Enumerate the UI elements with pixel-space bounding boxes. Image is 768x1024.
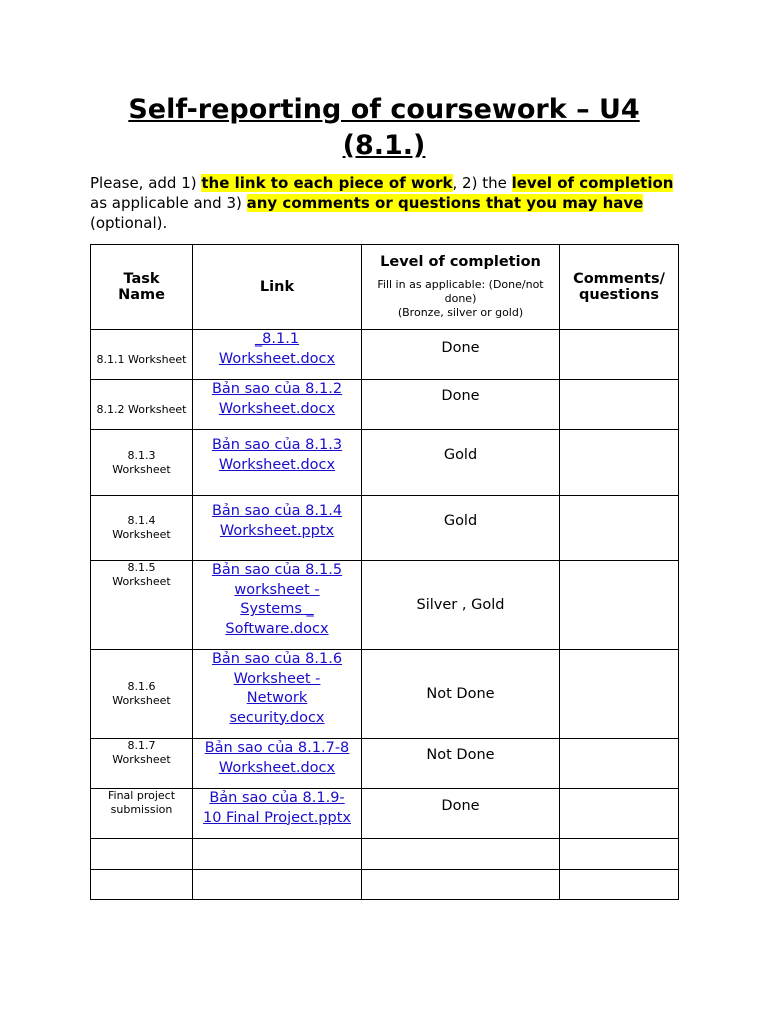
- link-cell: [193, 561, 362, 650]
- empty-cell[interactable]: [362, 870, 560, 900]
- empty-cell[interactable]: [91, 839, 193, 870]
- level-cell: Done: [362, 330, 560, 380]
- coursework-table: [90, 244, 679, 900]
- link-cell: [193, 739, 362, 789]
- empty-cell[interactable]: [560, 839, 679, 870]
- intro-highlight-comments: any comments or questions that you may have: [246, 194, 644, 212]
- link-cell: [193, 380, 362, 430]
- link-cell: [193, 330, 362, 380]
- task-name-cell: Final project submission: [91, 789, 193, 839]
- table-row: [91, 650, 679, 739]
- comment-cell[interactable]: [560, 496, 679, 561]
- intro-highlight-link: the link to each piece of work: [201, 174, 453, 192]
- title-line-2: (8.1.): [342, 130, 426, 161]
- comment-cell[interactable]: [560, 789, 679, 839]
- task-name-cell: 8.1.4 Worksheet: [91, 496, 193, 561]
- level-note-2: (Bronze, silver or gold): [397, 306, 524, 319]
- task-name-cell: 8.1.1 Worksheet: [91, 330, 193, 380]
- worksheet-link[interactable]: Bản sao của 8.1.4 Worksheet.pptx: [211, 503, 343, 539]
- level-cell: Done: [362, 380, 560, 430]
- link-cell: [193, 496, 362, 561]
- header-task-name: Task Name: [91, 245, 193, 330]
- worksheet-link[interactable]: Bản sao của 8.1.5 worksheet - Systems _ Software.docx: [211, 562, 343, 637]
- empty-cell[interactable]: [362, 839, 560, 870]
- table-row: [91, 430, 679, 496]
- level-cell: Silver , Gold: [362, 561, 560, 650]
- empty-cell[interactable]: [91, 870, 193, 900]
- table-row: [91, 789, 679, 839]
- page-title: [90, 92, 678, 164]
- level-cell: Done: [362, 789, 560, 839]
- intro-highlight-level: level of completion: [511, 174, 674, 192]
- level-cell: Gold: [362, 496, 560, 561]
- header-link: Link: [193, 245, 362, 330]
- header-comments: Comments/ questions: [560, 245, 679, 330]
- intro-text-1: Please, add 1): [90, 174, 202, 192]
- table-row: [91, 330, 679, 380]
- comment-cell[interactable]: [560, 739, 679, 789]
- task-name-cell: 8.1.2 Worksheet: [91, 380, 193, 430]
- task-name-cell: 8.1.6 Worksheet: [91, 650, 193, 739]
- task-name-cell: 8.1.5 Worksheet: [91, 561, 193, 650]
- comment-cell[interactable]: [560, 561, 679, 650]
- level-cell: Not Done: [362, 739, 560, 789]
- level-cell: Gold: [362, 430, 560, 496]
- intro-text-2: , 2) the: [452, 174, 512, 192]
- task-name-cell: 8.1.7 Worksheet: [91, 739, 193, 789]
- comment-cell[interactable]: [560, 430, 679, 496]
- worksheet-link[interactable]: Bản sao của 8.1.2 Worksheet.docx: [211, 381, 343, 417]
- worksheet-link[interactable]: Bản sao của 8.1.3 Worksheet.docx: [211, 437, 343, 473]
- table-row: [91, 496, 679, 561]
- header-level-of-completion: [362, 245, 560, 330]
- level-title: Level of completion: [380, 254, 541, 270]
- link-cell: [193, 430, 362, 496]
- worksheet-link[interactable]: Bản sao của 8.1.9- 10 Final Project.pptx: [203, 790, 351, 826]
- empty-row: [91, 870, 679, 900]
- table-row: [91, 561, 679, 650]
- empty-cell[interactable]: [193, 839, 362, 870]
- comment-cell[interactable]: [560, 650, 679, 739]
- table-row: [91, 380, 679, 430]
- title-line-1: Self-reporting of coursework – U4: [128, 94, 640, 125]
- empty-cell[interactable]: [560, 870, 679, 900]
- comment-cell[interactable]: [560, 330, 679, 380]
- level-note-1: Fill in as applicable: (Done/not done): [377, 278, 544, 305]
- link-cell: [193, 650, 362, 739]
- instructions: [90, 173, 690, 233]
- table-row: [91, 739, 679, 789]
- worksheet-link[interactable]: Bản sao của 8.1.7-8 Worksheet.docx: [204, 740, 350, 776]
- comment-cell[interactable]: [560, 380, 679, 430]
- intro-text-4: (optional).: [90, 214, 168, 232]
- level-cell: Not Done: [362, 650, 560, 739]
- task-name-cell: 8.1.3 Worksheet: [91, 430, 193, 496]
- empty-cell[interactable]: [193, 870, 362, 900]
- link-cell: [193, 789, 362, 839]
- empty-row: [91, 839, 679, 870]
- intro-text-3: as applicable and 3): [90, 194, 247, 212]
- header-row: [91, 245, 679, 330]
- worksheet-link[interactable]: Bản sao của 8.1.6 Worksheet - Network security.docx: [211, 651, 343, 726]
- worksheet-link[interactable]: _8.1.1 Worksheet.docx: [218, 331, 336, 367]
